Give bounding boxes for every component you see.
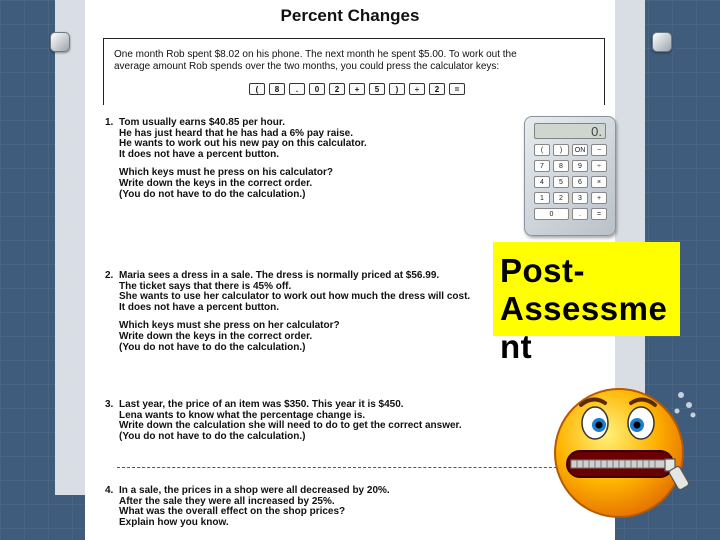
question-line: In a sale, the prices in a shop were all decreased by 20%.: [119, 485, 390, 496]
calculator-key: =: [591, 208, 607, 220]
intro-box: [103, 38, 605, 105]
question-line: It does not have a percent button.: [119, 301, 280, 313]
key-cap: 8: [269, 83, 285, 95]
question-body: [119, 400, 499, 442]
calculator-key: 6: [572, 176, 588, 188]
question-instruction: Write down the keys in the correct order.: [119, 330, 313, 342]
calculator-key: −: [591, 144, 607, 156]
calculator-key: ): [553, 144, 569, 156]
question-instruction: Write down the keys in the correct order.: [119, 177, 313, 189]
question-body: [119, 486, 499, 528]
calculator-key: 8: [553, 160, 569, 172]
question-line: Lena wants to know what the percentage change is.: [119, 409, 366, 421]
calculator-key: 9: [572, 160, 588, 172]
intro-line: One month Rob spent $8.02 on his phone. The next month he spent $5.00. To work out the: [114, 49, 517, 60]
badge-line: Assessme: [500, 290, 668, 327]
calculator-key: (: [534, 144, 550, 156]
question-number: 4.: [105, 485, 114, 496]
question-line: It does not have a percent button.: [119, 148, 280, 160]
badge-line: Post-: [500, 252, 585, 289]
calculator-key: ON: [572, 144, 588, 156]
question-line: He has just heard that he has had a 6% pay raise.: [119, 127, 353, 139]
question-number: 2.: [105, 270, 114, 281]
calculator-key: 7: [534, 160, 550, 172]
calculator-key: ×: [591, 176, 607, 188]
zipped-mouth-smiley-icon: [553, 375, 703, 525]
key-cap: 2: [329, 83, 345, 95]
rivet-icon: [50, 32, 70, 52]
question-line: He wants to work out his new pay on this calculator.: [119, 138, 367, 150]
key-cap: =: [449, 83, 465, 95]
question-line: After the sale they were all increased by 25%.: [119, 495, 335, 507]
key-cap: ÷: [409, 83, 425, 95]
badge-line: nt: [500, 328, 533, 365]
post-assessment-label: [500, 252, 700, 366]
intro-text: [114, 49, 599, 73]
calculator-key: 0: [534, 208, 569, 220]
worksheet-title: Percent Changes: [280, 6, 420, 25]
calculator-key: +: [591, 192, 607, 204]
question-line: Maria sees a dress in a sale. The dress is normally priced at $56.99.: [119, 270, 440, 281]
question-instruction: (You do not have to do the calculation.): [119, 188, 306, 200]
question-instruction: Which keys must he press on his calculator?: [119, 167, 333, 179]
question-line: Write down the calculation she will need to do to get the correct answer.: [119, 420, 462, 432]
rivet-icon: [652, 32, 672, 52]
answer-divider: [117, 467, 587, 468]
question-line: Explain how you know.: [119, 516, 229, 528]
calculator-key: ÷: [591, 160, 607, 172]
question-body: [119, 271, 499, 353]
question-line: The ticket says that there is 45% off.: [119, 280, 292, 292]
question-line: (You do not have to do the calculation.): [119, 430, 306, 442]
intro-line: average amount Rob spends over the two months, you could press the calculator keys:: [114, 61, 500, 72]
question-number: 1.: [105, 117, 114, 128]
question-instruction: Which keys must she press on her calculator?: [119, 320, 340, 332]
calculator-key: .: [572, 208, 588, 220]
key-cap: 5: [369, 83, 385, 95]
key-cap: 0: [309, 83, 325, 95]
question-line: Tom usually earns $40.85 per hour.: [119, 117, 285, 128]
key-cap: +: [349, 83, 365, 95]
question-line: What was the overall effect on the shop prices?: [119, 506, 346, 518]
key-cap: .: [289, 83, 305, 95]
intro-key-sequence: [249, 83, 465, 95]
key-cap: ): [389, 83, 405, 95]
calculator-key: 3: [572, 192, 588, 204]
calculator-key: 2: [553, 192, 569, 204]
calculator-display: 0.: [534, 123, 606, 139]
question-line: She wants to use her calculator to work out how much the dress will cost.: [119, 291, 471, 303]
question-body: [119, 118, 499, 200]
key-cap: (: [249, 83, 265, 95]
key-cap: 2: [429, 83, 445, 95]
question-instruction: (You do not have to do the calculation.): [119, 341, 306, 353]
calculator-key: 4: [534, 176, 550, 188]
calculator-key: 5: [553, 176, 569, 188]
calculator-illustration: [524, 116, 616, 236]
calculator-key: 1: [534, 192, 550, 204]
question-line: Last year, the price of an item was $350. This year it is $450.: [119, 399, 404, 410]
question-number: 3.: [105, 399, 114, 410]
